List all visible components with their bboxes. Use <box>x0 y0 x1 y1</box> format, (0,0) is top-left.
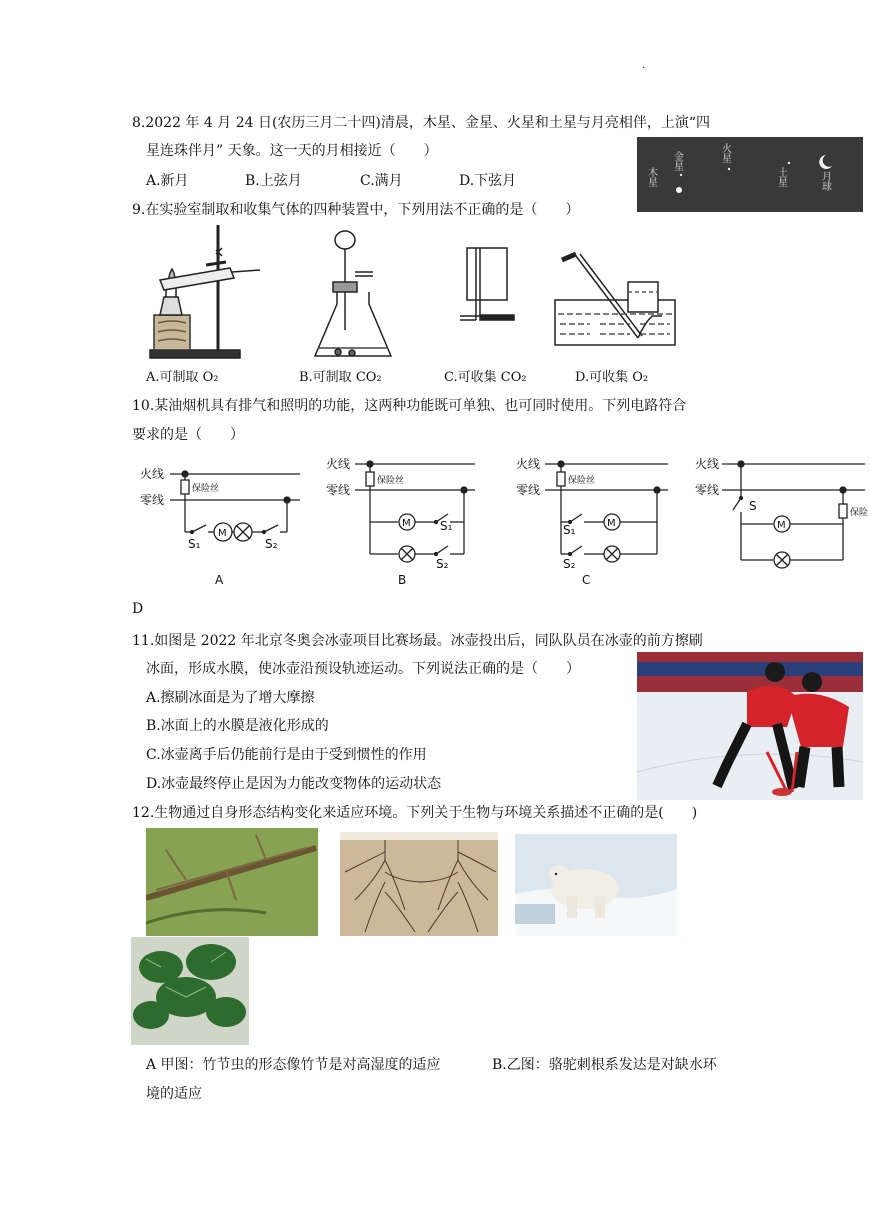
circuit-a-fuse-label: 保险丝 <box>192 484 220 494</box>
q10-stem-line1: 10.某油烟机具有排气和照明的功能，这两种功能既可单独、也可同时使用。下列电路符合 <box>132 398 687 414</box>
planet-label-venus: 金星 <box>671 151 683 171</box>
circuit-b <box>355 461 475 562</box>
q8-option-a: A.新月 <box>146 173 189 189</box>
apparatus-c-bottle <box>460 248 514 320</box>
q11-option-c: C.冰壶离手后仍能前行是由于受到惯性的作用 <box>146 747 427 763</box>
circuit-a-neutral-label: 零线 <box>140 493 165 507</box>
circuit-a-s2: S₂ <box>265 537 278 551</box>
q11-option-d: D.冰壶最终停止是因为力能改变物体的运动状态 <box>146 776 442 792</box>
planet-label-mars: 火星 <box>719 143 731 163</box>
q8-option-d: D.下弦月 <box>459 173 517 189</box>
q12-option-a: A 甲图：竹节虫的形态像竹节是对高湿度的适应 <box>146 1057 441 1073</box>
q11-option-a: A.擦刷冰面是为了增大摩擦 <box>146 690 315 706</box>
q8-option-b: B.上弦月 <box>245 173 302 189</box>
circuit-c-neutral-label: 零线 <box>516 483 541 497</box>
q9-option-a: A.可制取 O₂ <box>146 370 219 385</box>
header-dot: . <box>642 60 646 71</box>
q9-option-b: B.可制取 CO₂ <box>299 370 382 385</box>
circuit-b-live-label: 火线 <box>326 457 351 471</box>
curling-photo <box>637 652 863 800</box>
circuit-a-s1: S₁ <box>188 537 201 551</box>
circuit-c-s1: S₁ <box>563 523 576 537</box>
circuit-d-live-label: 火线 <box>695 457 720 471</box>
q11-stem-line1: 11.如图是 2022 年北京冬奥会冰壶项目比赛场最。冰壶投出后，同队队员在冰壶的前方擦刷 <box>132 633 703 649</box>
planets-moon-photo <box>637 137 863 212</box>
q9-option-c: C.可收集 CO₂ <box>444 370 527 385</box>
q9-option-d: D.可收集 O₂ <box>575 370 649 385</box>
planet-label-saturn: 土星 <box>775 167 787 187</box>
circuit-c-fuse-label: 保险丝 <box>568 476 596 486</box>
q12-option-b: B.乙图：骆驼刺根系发达是对缺水环 <box>492 1057 717 1073</box>
circuit-a-motor: M <box>218 528 227 539</box>
circuit-b-s1: S₁ <box>440 519 453 533</box>
planet-label-jupiter: 木星 <box>645 167 657 187</box>
circuit-b-label: B <box>398 573 407 587</box>
circuit-b-fuse-label: 保险丝 <box>377 476 405 486</box>
circuit-a <box>170 471 300 541</box>
circuit-d-fuse-label: 保险 <box>850 508 869 518</box>
q11-stem-line2: 冰面，形成水膜，使冰壶沿预设轨迹运动。下列说法正确的是（ ） <box>146 661 580 677</box>
q10-stem-line2: 要求的是（ ） <box>132 427 244 443</box>
circuit-d-motor: M <box>777 520 786 531</box>
q8-option-c: C.满月 <box>360 173 403 189</box>
monstera-photo <box>131 937 249 1045</box>
circuit-d-option-label: D <box>132 601 144 617</box>
circuit-c <box>545 461 668 562</box>
circuit-d-neutral-label: 零线 <box>695 483 720 497</box>
stick-insect-photo <box>146 828 318 936</box>
apparatus-d-trough <box>555 254 675 345</box>
q8-stem-line2: 星连珠伴月” 天象。这一天的月相接近（ ） <box>146 143 438 159</box>
circuit-c-motor: M <box>607 518 616 529</box>
circuit-d <box>722 461 865 568</box>
circuit-c-live-label: 火线 <box>516 457 541 471</box>
apparatus-a-heating <box>150 225 260 358</box>
camelthorn-roots-photo <box>340 832 498 936</box>
circuit-d-s: S <box>749 499 757 513</box>
q11-option-b: B.冰面上的水膜是液化形成的 <box>146 718 329 734</box>
circuit-c-label: C <box>582 573 591 587</box>
polar-bear-photo <box>515 834 677 936</box>
q12-stem: 12.生物通过自身形态结构变化来适应环境。下列关于生物与环境关系描述不正确的是( ) <box>132 805 698 821</box>
circuit-a-label: A <box>215 573 224 587</box>
circuit-b-s2: S₂ <box>436 557 449 571</box>
circuit-b-motor: M <box>402 518 411 529</box>
lab-apparatus-figure <box>140 220 680 365</box>
circuit-diagrams <box>130 452 869 592</box>
planet-label-moon: 月球 <box>819 171 831 191</box>
circuit-c-s2: S₂ <box>563 557 576 571</box>
q12-option-b-continued: 境的适应 <box>146 1086 202 1102</box>
q8-stem-line1: 8.2022 年 4 月 24 日(农历三月二十四)清晨，木星、金星、火星和土星与月亮相伴，上演“四 <box>132 115 711 131</box>
apparatus-b-flask <box>315 231 391 356</box>
circuit-b-neutral-label: 零线 <box>326 483 351 497</box>
circuit-a-live-label: 火线 <box>140 467 165 481</box>
q9-stem: 9.在实验室制取和收集气体的四种装置中，下列用法不正确的是（ ） <box>132 202 580 218</box>
